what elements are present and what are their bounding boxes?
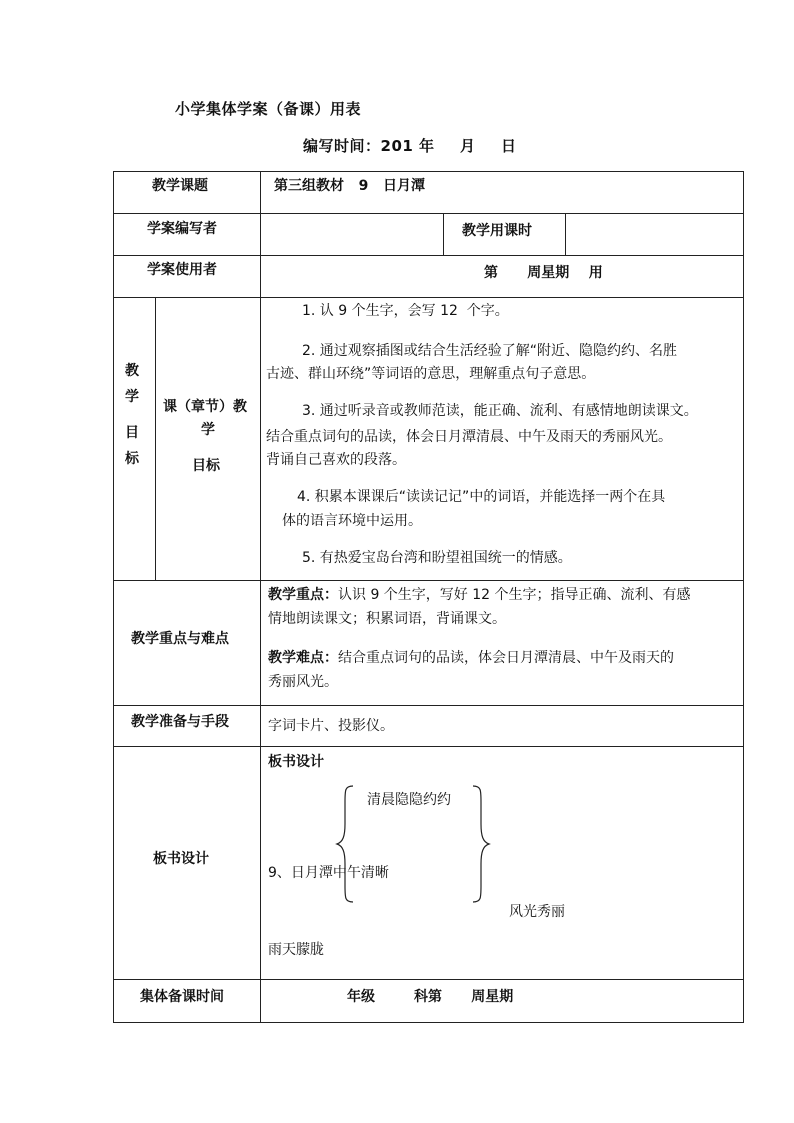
prep-value: 字词卡片、投影仪。: [268, 718, 394, 734]
difficulty-text-2: 秀丽风光。: [268, 674, 338, 690]
hours-label: 教学用课时: [462, 223, 532, 239]
right-brace: [473, 786, 489, 902]
goal-item-3: 3. 通过听录音或教师范读，能正确、流利、有感情地朗读课文。: [302, 403, 698, 419]
key-point-label: 教学重点：: [268, 587, 338, 603]
key-point-text-1: 认识 9 个生字，写好 12 个生字；指导正确、流利、有感: [338, 587, 691, 603]
key-point-text-2: 情地朗读课文；积累词语，背诵课文。: [268, 611, 506, 627]
board-heading: 板书设计: [268, 754, 324, 770]
key-point-line-1: [268, 582, 691, 608]
goal-item-4-cont: 体的语言环境中运用。: [282, 513, 422, 529]
date-day: 日: [501, 137, 517, 155]
difficulty-line-1: [268, 645, 674, 671]
left-brace: [337, 786, 353, 902]
goal-item-3-cont: 结合重点词句的品读，体会日月潭清晨、中午及雨天的秀丽风光。: [266, 429, 672, 445]
goal-item-3-cont-2: 背诵自己喜欢的段落。: [266, 452, 406, 468]
date-year: 编写时间：201 年: [303, 137, 435, 155]
goal-item-2-cont: 古迹、群山环绕”等词语的意思，理解重点句子意思。: [266, 366, 596, 382]
goal-item-1: 1. 认 9 个生字，会写 12 个字。: [302, 303, 509, 319]
collective-value: 年级 科第 周星期: [347, 989, 514, 1005]
board-rain: 雨天朦胧: [268, 942, 324, 958]
prep-label: 教学准备与手段: [131, 714, 229, 730]
goal-outer-char-4: 标: [125, 451, 139, 467]
board-morning: 清晨隐隐约约: [367, 792, 451, 808]
goal-item-4: 4. 积累本课课后“读读记记”中的词语，并能选择一两个在具: [297, 489, 666, 505]
key-label: 教学重点与难点: [131, 631, 229, 647]
goal-outer-char-2: 学: [125, 389, 139, 405]
document-title: 小学集体学案（备课）用表: [175, 100, 362, 118]
board-label: 板书设计: [153, 851, 209, 867]
board-scenery: 风光秀丽: [509, 904, 565, 920]
date-line: [303, 135, 517, 156]
goal-inner-line-3: 目标: [192, 458, 220, 474]
board-braces: [335, 780, 495, 910]
topic-value: 第三组教材 9 日月潭: [274, 178, 425, 194]
goal-outer-char-3: 目: [125, 425, 139, 441]
date-month: 月: [460, 137, 476, 155]
usage-label: 学案使用者: [147, 262, 217, 278]
goal-item-5: 5. 有热爱宝岛台湾和盼望祖国统一的情感。: [302, 550, 572, 566]
board-main-line: 9、日月潭中午清晰: [268, 865, 389, 881]
difficulty-text-1: 结合重点词句的品读，体会日月潭清晨、中午及雨天的: [338, 650, 674, 666]
goal-outer-char-1: 教: [125, 363, 139, 379]
goal-inner-line-1: 课（章节）教: [163, 399, 247, 415]
goal-inner-line-2: 学: [201, 422, 215, 438]
goal-item-2: 2. 通过观察插图或结合生活经验了解“附近、隐隐约约、名胜: [302, 343, 678, 359]
author-label: 学案编写者: [147, 221, 217, 237]
usage-value: 第 周星期 用: [484, 265, 603, 281]
collective-label: 集体备课时间: [140, 989, 224, 1005]
topic-label: 教学课题: [152, 178, 208, 194]
difficulty-label: 教学难点：: [268, 650, 338, 666]
